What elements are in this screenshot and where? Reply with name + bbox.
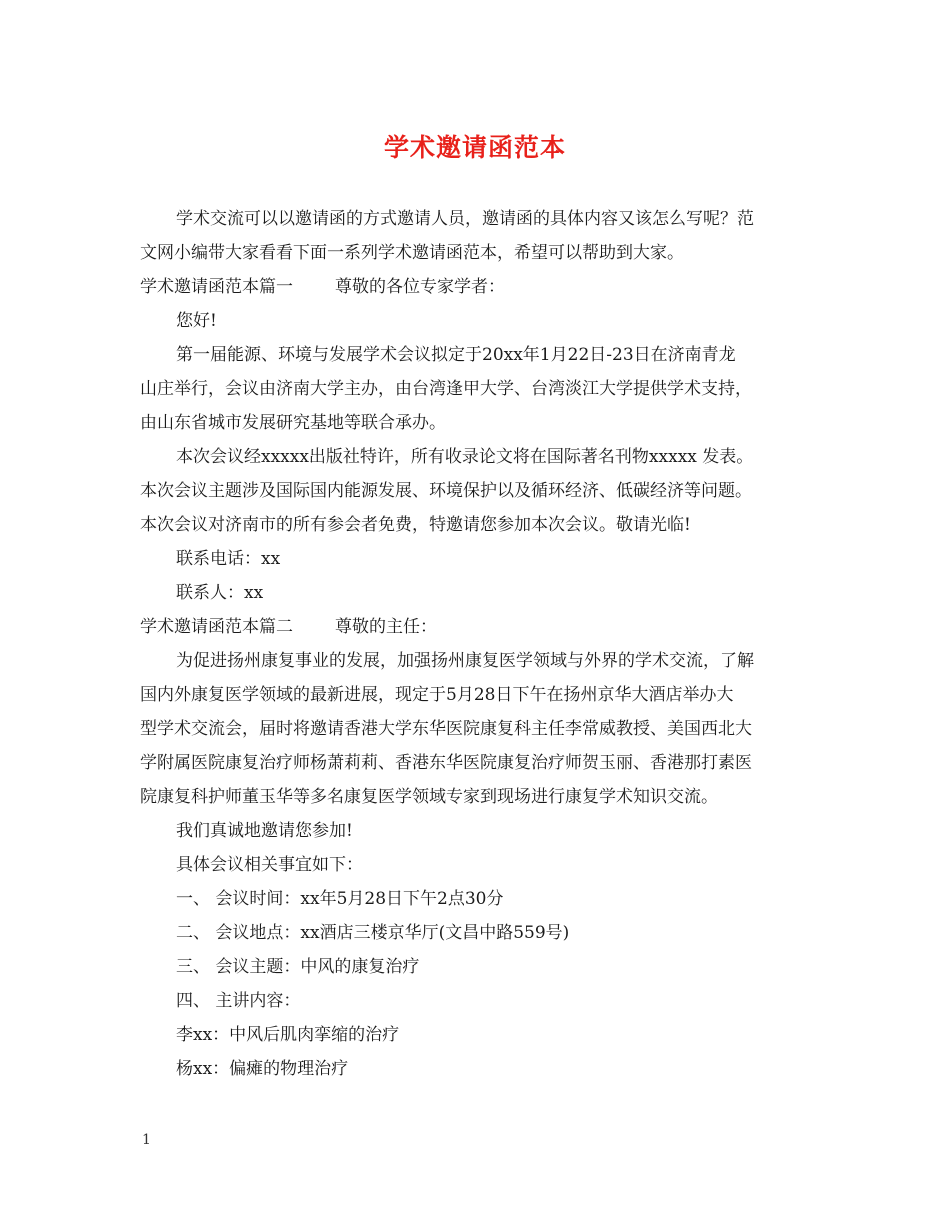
- section-title: 学术邀请函范本篇二: [140, 617, 293, 637]
- list-item: 三、 会议主题：中风的康复治疗: [176, 957, 420, 977]
- section-title: 学术邀请函范本篇一: [140, 277, 293, 297]
- list-item: 一、 会议时间：xx年5月28日下午2点30分: [176, 889, 504, 909]
- intro-line: 学术交流可以以邀请函的方式邀请人员，邀请函的具体内容又该怎么写呢？范: [176, 209, 754, 229]
- page-number: 1: [142, 1132, 151, 1148]
- details-intro: 具体会议相关事宜如下：: [176, 855, 363, 875]
- section-heading-2: [140, 610, 830, 644]
- paragraph-line: 山庄举行，会议由济南大学主办，由台湾逢甲大学、台湾淡江大学提供学术支持，: [140, 379, 752, 399]
- paragraph-line: 型学术交流会，届时将邀请香港大学东华医院康复科主任李常威教授、美国西北大: [140, 719, 752, 739]
- list-item: 二、 会议地点：xx酒店三楼京华厅(文昌中路559号): [176, 923, 570, 943]
- contact-person: 联系人：xx: [176, 583, 264, 603]
- paragraph-line: 为促进扬州康复事业的发展，加强扬州康复医学领域与外界的学术交流，了解: [176, 651, 754, 671]
- intro-line: 文网小编带大家看看下面一系列学术邀请函范本，希望可以帮助到大家。: [140, 243, 684, 263]
- invite-line: 我们真诚地邀请您参加!: [176, 821, 353, 841]
- paragraph-line: 本次会议经xxxxx出版社特许，所有收录论文将在国际著名刊物xxxxx 发表。: [176, 447, 754, 467]
- section-heading-1: [140, 270, 830, 304]
- document-body: [140, 202, 830, 1086]
- speaker-item: 李xx：中风后肌肉挛缩的治疗: [176, 1025, 400, 1045]
- speaker-item: 杨xx：偏瘫的物理治疗: [176, 1059, 349, 1079]
- salutation: 尊敬的主任：: [335, 617, 437, 637]
- contact-phone: 联系电话：xx: [176, 549, 281, 569]
- paragraph-line: 由山东省城市发展研究基地等联合承办。: [140, 413, 446, 433]
- document-title: 学术邀请函范本: [383, 133, 566, 162]
- paragraph-line: 院康复科护师董玉华等多名康复医学领域专家到现场进行康复学术知识交流。: [140, 787, 718, 807]
- greeting: 您好!: [176, 311, 217, 331]
- paragraph-line: 第一届能源、环境与发展学术会议拟定于20xx年1月22日-23日在济南青龙: [176, 345, 736, 365]
- list-item: 四、 主讲内容：: [176, 991, 301, 1011]
- paragraph-line: 本次会议对济南市的所有参会者免费，特邀请您参加本次会议。敬请光临!: [140, 515, 691, 535]
- salutation: 尊敬的各位专家学者：: [335, 277, 505, 297]
- paragraph-line: 国内外康复医学领域的最新进展，现定于5月28日下午在扬州京华大酒店举办大: [140, 685, 734, 705]
- paragraph-line: 学附属医院康复治疗师杨萧莉莉、香港东华医院康复治疗师贺玉丽、香港那打素医: [140, 753, 752, 773]
- paragraph-line: 本次会议主题涉及国际国内能源发展、环境保护以及循环经济、低碳经济等问题。: [140, 481, 752, 501]
